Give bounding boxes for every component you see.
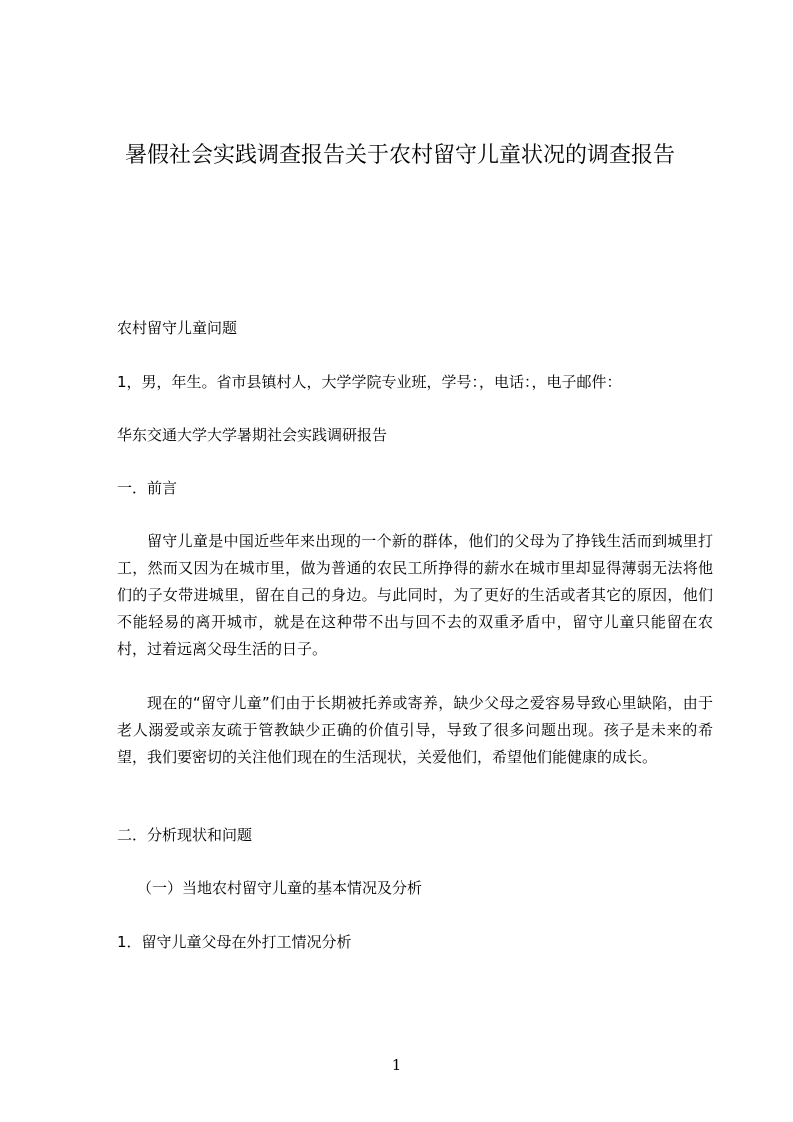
report-title-line: 华东交通大学大学暑期社会实践调研报告 <box>117 426 388 444</box>
preface-paragraph-1: 留守儿童是中国近些年来出现的一个新的群体，他们的父母为了挣钱生活而到城里打工，然而又因为在城市里，做为普通的农民工所挣得的薪水在城市里却显得薄弱无法将他们的子女带进城里，留在自己的身边。与此同时，为了更好的生活或者其它的原因，他们不能轻易的离开城市，就是在这种带不出与回不去的双重矛盾中，留守儿童只能留在农村，过着远离父母生活的日子。 <box>117 532 713 658</box>
author-info-line: 1，男，年生。省市县镇村人，大学学院专业班，学号：，电话：，电子邮件： <box>117 373 622 391</box>
topic-line: 农村留守儿童问题 <box>117 319 238 337</box>
page-number: 1 <box>391 1056 402 1074</box>
section-heading-analysis: 二．分析现状和问题 <box>117 826 253 844</box>
item-heading-parents-work: 1．留守儿童父母在外打工情况分析 <box>117 933 352 951</box>
section-heading-preface: 一．前言 <box>117 479 178 497</box>
subsection-heading-basic-situation: （一）当地农村留守儿童的基本情况及分析 <box>137 879 423 897</box>
document-title: 暑假社会实践调查报告关于农村留守儿童状况的调查报告 <box>124 143 675 168</box>
preface-paragraph-2: 现在的“留守儿童”们由于长期被托养或寄养，缺少父母之爱容易导致心里缺陷，由于老人溺爱或亲友疏于管教缺少正确的价值引导，导致了很多问题出现。孩子是未来的希望，我们要密切的关注他们现在的生活现状，关爱他们，希望他们能健康的成长。 <box>117 694 713 766</box>
